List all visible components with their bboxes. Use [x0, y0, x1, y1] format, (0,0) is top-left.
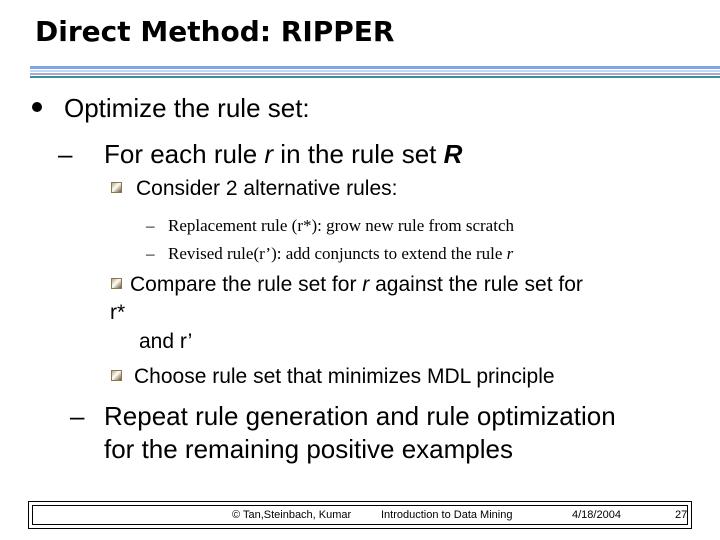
subitem-replacement-rule [146, 214, 514, 238]
item-compare-continued-1: r* [110, 301, 126, 324]
subitem-text: Replacement rule (r*): grow new rule from scratch [168, 216, 514, 235]
item-compare-continued-2: and r’ [139, 330, 193, 353]
square-bullet-icon [111, 182, 122, 193]
title-underline-1 [30, 66, 720, 69]
bullet-text: Optimize the rule set: [64, 93, 310, 123]
item-choose-rule-set [111, 362, 555, 392]
variable-r: r [506, 244, 514, 263]
item-text-suffix: against the rule set for [369, 273, 583, 296]
item-text-prefix: Compare the rule set for [130, 273, 363, 296]
footer-copyright: © Tan,Steinbach, Kumar [232, 509, 352, 521]
subbullet-text: Repeat rule generation and rule optimization [104, 401, 616, 431]
item-consider-alternatives [111, 174, 397, 204]
subbullet-repeat [70, 398, 616, 434]
item-text: Consider 2 alternative rules: [136, 177, 398, 200]
subbullet-text-prefix: For each rule [104, 139, 265, 169]
dash-marker: – [146, 244, 155, 263]
dash-marker: – [146, 216, 155, 235]
footer-date: 4/18/2004 [572, 509, 621, 521]
bullet-optimize [28, 90, 310, 126]
round-bullet-icon [32, 102, 42, 112]
variable-r: r [362, 273, 370, 296]
variable-r: r [264, 139, 274, 169]
subitem-text: Revised rule(r’): add conjuncts to extend the rule [168, 244, 507, 263]
subbullet-repeat-continued: for the remaining positive examples [104, 434, 513, 464]
variable-R: R [443, 139, 463, 169]
item-text: Choose rule set that minimizes MDL principle [134, 365, 555, 388]
footer-page-number: 27 [675, 509, 688, 521]
item-compare [111, 270, 583, 300]
dash-marker: – [70, 401, 85, 431]
footer-course: Introduction to Data Mining [381, 509, 513, 521]
slide-title: Direct Method: RIPPER [35, 15, 395, 48]
subbullet-for-each-rule [58, 136, 462, 172]
square-bullet-icon [111, 278, 122, 289]
square-bullet-icon [111, 370, 122, 381]
subbullet-text-middle: in the rule set [273, 139, 444, 169]
subitem-revised-rule [146, 242, 513, 266]
dash-marker: – [58, 139, 73, 169]
title-underline-3 [30, 73, 720, 75]
title-underline-2 [30, 70, 720, 72]
title-underline-4 [30, 76, 720, 78]
